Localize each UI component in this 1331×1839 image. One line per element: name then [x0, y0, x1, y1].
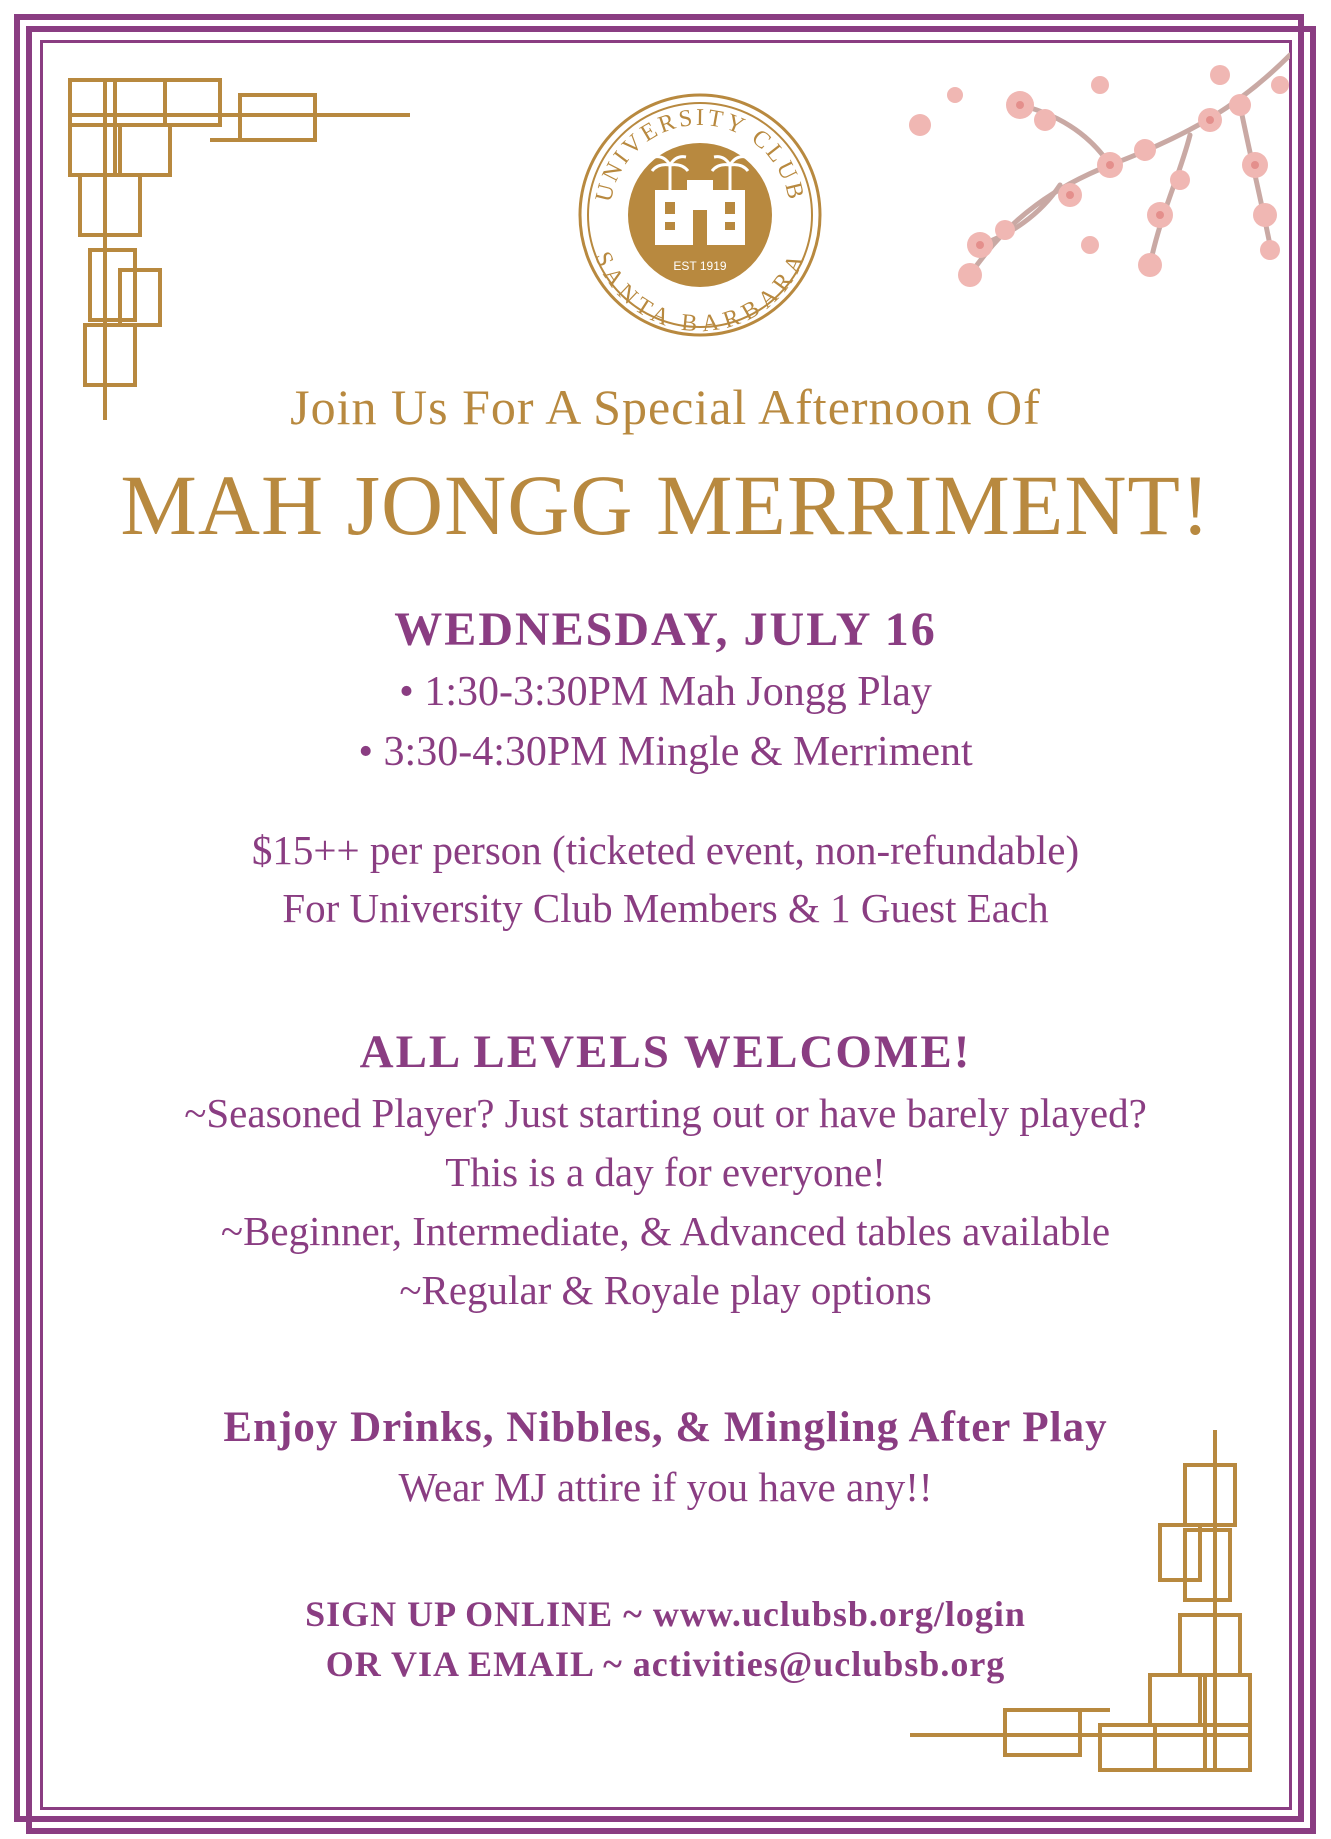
extras-heading: Enjoy Drinks, Nibbles, & Mingling After Play	[223, 1404, 1108, 1451]
schedule-item: • 3:30-4:30PM Mingle & Merriment	[358, 729, 973, 775]
event-price: $15++ per person (ticketed event, non-refundable)	[251, 827, 1080, 873]
schedule-item: • 1:30-3:30PM Mah Jongg Play	[399, 669, 932, 715]
logo-top-text: UNIVERSITY CLUB	[590, 104, 810, 205]
event-eligibility: For University Club Members & 1 Guest Each	[282, 885, 1049, 931]
signup-email: OR VIA EMAIL ~ activities@uclubsb.org	[325, 1644, 1006, 1684]
levels-line: ~Regular & Royale play options	[399, 1267, 932, 1313]
event-date: WEDNESDAY, JULY 16	[394, 603, 937, 656]
levels-heading: ALL LEVELS WELCOME!	[359, 1026, 972, 1078]
levels-line: ~Beginner, Intermediate, & Advanced tables available	[220, 1208, 1111, 1254]
logo-bottom-text: SANTA BARBARA	[589, 248, 811, 338]
extras-attire: Wear MJ attire if you have any!!	[398, 1464, 933, 1510]
logo-est-text: EST 1919	[673, 259, 727, 273]
page-subtitle: Join Us For A Special Afternoon Of	[290, 379, 1041, 435]
signup-online: SIGN UP ONLINE ~ www.uclubsb.org/login	[305, 1594, 1026, 1634]
page-title: MAH JONGG MERRIMENT!	[120, 457, 1211, 553]
cherry-blossom-icon	[860, 45, 1290, 325]
levels-line: ~Seasoned Player? Just starting out or have barely played?	[184, 1090, 1147, 1136]
university-club-seal-icon	[575, 90, 825, 340]
levels-line: This is a day for everyone!	[445, 1149, 886, 1195]
geometric-corner-icon	[60, 70, 420, 430]
